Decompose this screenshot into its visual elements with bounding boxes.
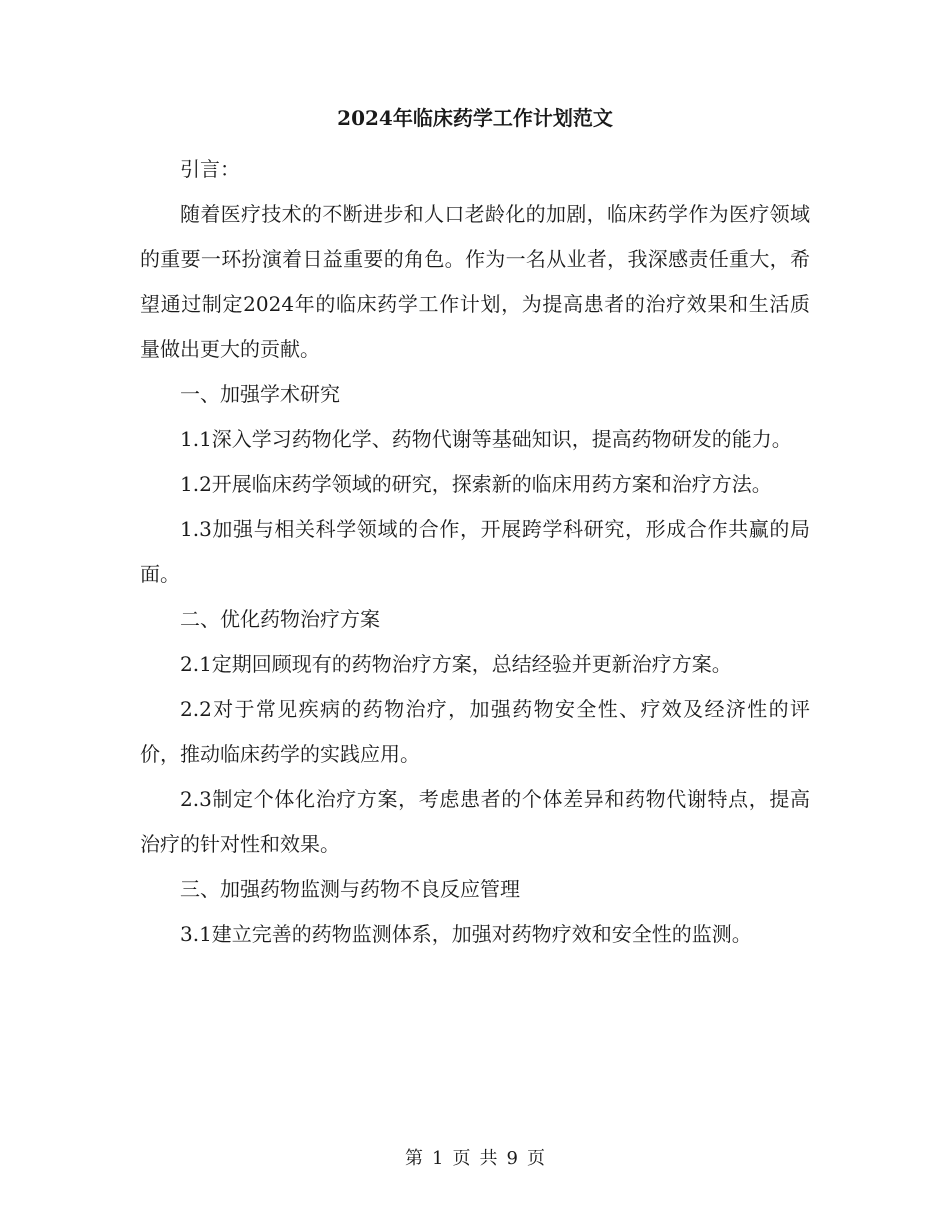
- paragraph-2-1: 2.1定期回顾现有的药物治疗方案，总结经验并更新治疗方案。: [180, 652, 732, 676]
- section-heading-1: 一、加强学术研究: [180, 382, 340, 406]
- document-body: [140, 103, 810, 957]
- paragraph-intro: 随着医疗技术的不断进步和人口老龄化的加剧，临床药学作为医疗领域的重要一环扮演着日益重要的角色。作为一名从业者，我深感责任重大，希望通过制定2024年的临床药学工作计划，为提高患者的治疗效果和生活质量做出更大的贡献。: [140, 202, 810, 361]
- paragraph-intro-label: 引言：: [180, 157, 240, 181]
- document-title: 2024年临床药学工作计划范文: [337, 106, 613, 130]
- footer-current-page: 1: [432, 1148, 444, 1169]
- paragraph-3-1: 3.1建立完善的药物监测体系，加强对药物疗效和安全性的监测。: [180, 922, 752, 946]
- footer-total-pages: 9: [506, 1148, 518, 1169]
- paragraph-1-2: 1.2开展临床药学领域的研究，探索新的临床用药方案和治疗方法。: [180, 472, 772, 496]
- footer-label-unit: 页: [452, 1148, 471, 1169]
- paragraph-2-2: 2.2对于常见疾病的药物治疗，加强药物安全性、疗效及经济性的评价，推动临床药学的实践应用。: [140, 697, 810, 766]
- footer-label-unit-end: 页: [526, 1148, 545, 1169]
- section-heading-2: 二、优化药物治疗方案: [180, 607, 380, 631]
- page-footer: [0, 1145, 950, 1173]
- paragraph-1-3: 1.3加强与相关科学领域的合作，开展跨学科研究，形成合作共赢的局面。: [140, 517, 810, 586]
- footer-label-page: 第: [405, 1148, 424, 1169]
- footer-label-total: 共: [479, 1148, 498, 1169]
- paragraph-2-3: 2.3制定个体化治疗方案，考虑患者的个体差异和药物代谢特点，提高治疗的针对性和效果。: [140, 787, 810, 856]
- section-heading-3: 三、加强药物监测与药物不良反应管理: [180, 877, 520, 901]
- paragraph-1-1: 1.1深入学习药物化学、药物代谢等基础知识，提高药物研发的能力。: [180, 427, 792, 451]
